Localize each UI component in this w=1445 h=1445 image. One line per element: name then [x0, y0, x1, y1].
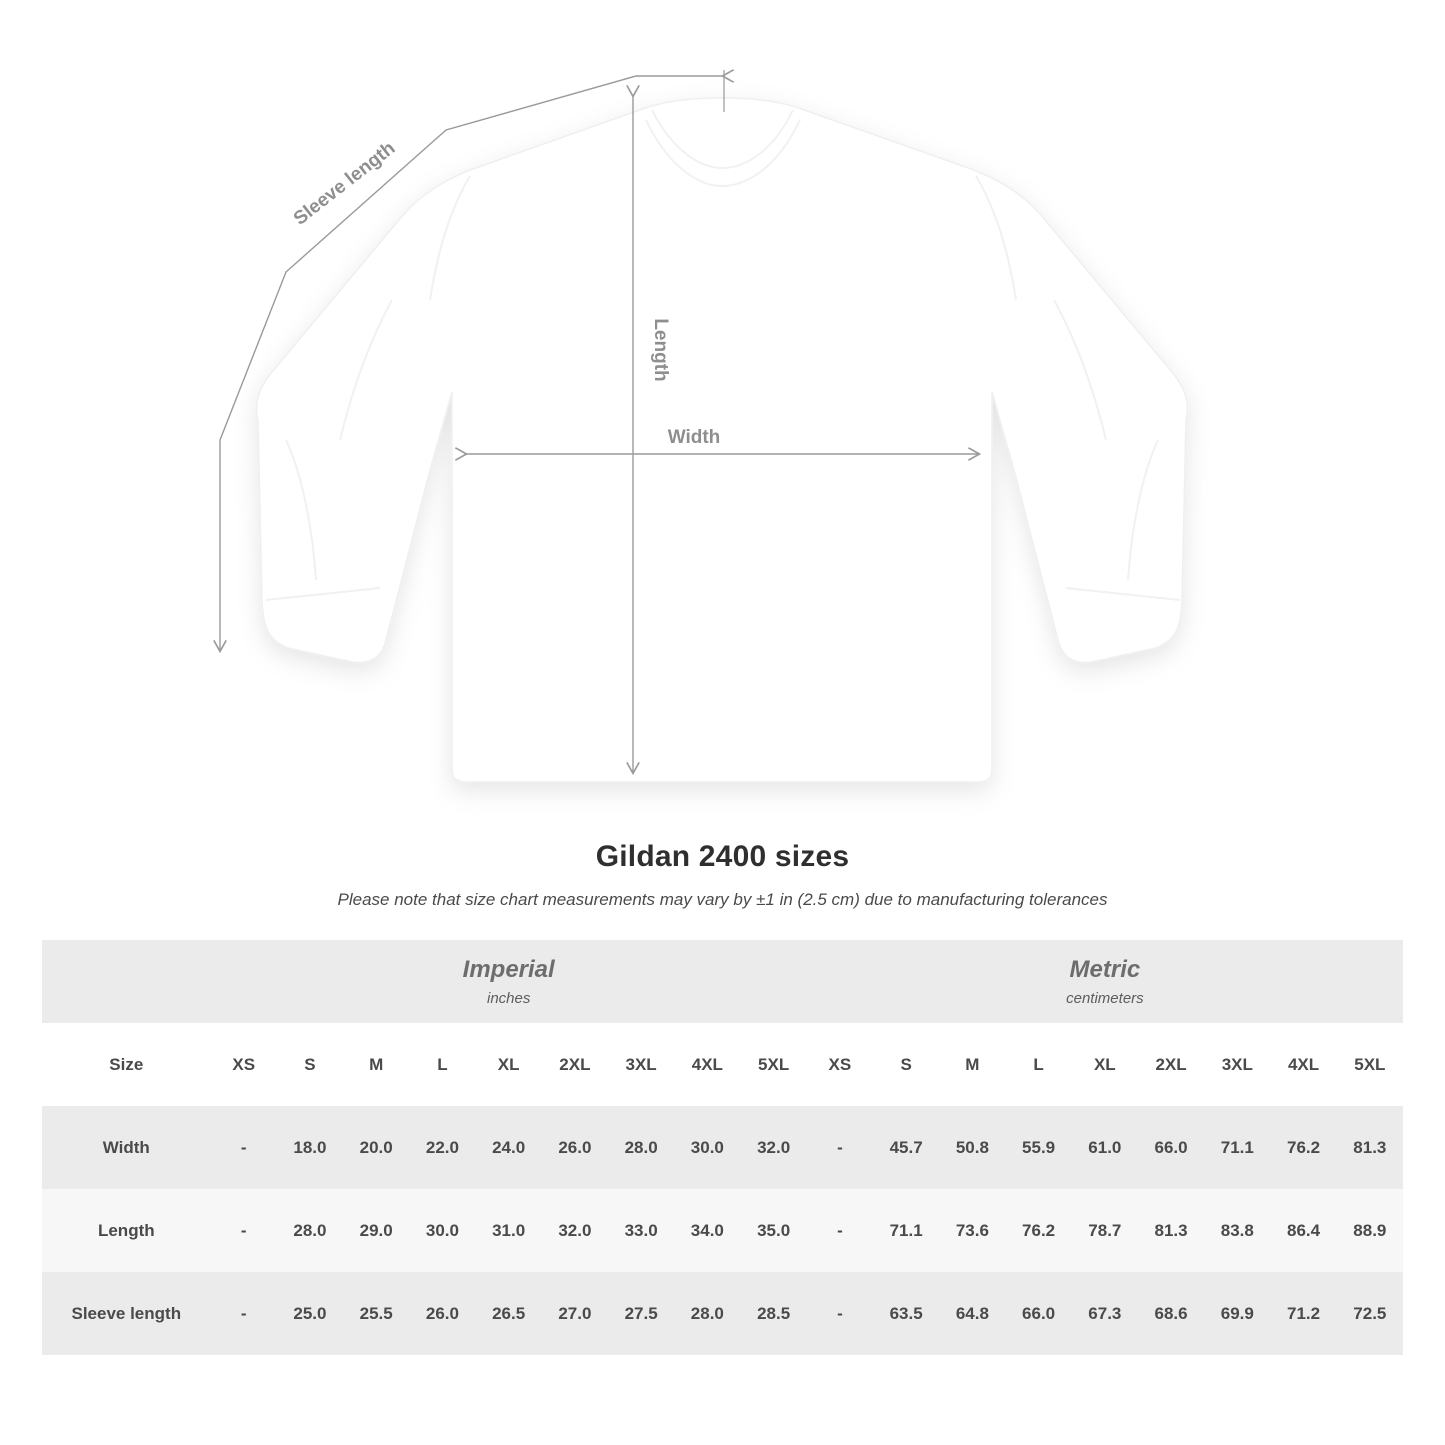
cell-width-imperial-l: 22.0 [409, 1106, 475, 1189]
size-table [42, 940, 1403, 1355]
tolerance-note: Please note that size chart measurements may vary by ±1 in (2.5 cm) due to manufacturing tolerances [337, 890, 1108, 909]
cell-length-metric-4xl: 86.4 [1270, 1189, 1336, 1272]
cell-length-imperial-l: 30.0 [409, 1189, 475, 1272]
cell-sleeve-imperial-4xl: 28.0 [674, 1272, 740, 1355]
cell-width-imperial-5xl: 32.0 [740, 1106, 806, 1189]
unit-group-imperial-name: Imperial [462, 955, 555, 983]
cell-sleeve-metric-xl: 67.3 [1072, 1272, 1138, 1355]
cell-sleeve-metric-xs: - [807, 1272, 873, 1355]
row-label-width: Width [42, 1106, 211, 1189]
cell-sleeve-imperial-xl: 26.5 [476, 1272, 542, 1355]
cell-length-imperial-m: 29.0 [343, 1189, 409, 1272]
table-row [42, 1106, 1403, 1189]
cell-width-imperial-xl: 24.0 [476, 1106, 542, 1189]
cell-length-imperial-2xl: 32.0 [542, 1189, 608, 1272]
cell-width-imperial-2xl: 26.0 [542, 1106, 608, 1189]
unit-header-spacer [42, 940, 211, 1023]
cell-width-imperial-3xl: 28.0 [608, 1106, 674, 1189]
cell-length-imperial-s: 28.0 [277, 1189, 343, 1272]
size-header-metric-5xl: 5XL [1337, 1023, 1403, 1106]
cell-sleeve-metric-m: 64.8 [939, 1272, 1005, 1355]
cell-length-metric-2xl: 81.3 [1138, 1189, 1204, 1272]
page-title: Gildan 2400 sizes [595, 840, 850, 873]
cell-width-imperial-4xl: 30.0 [674, 1106, 740, 1189]
cell-width-metric-4xl: 76.2 [1270, 1106, 1336, 1189]
cell-width-metric-5xl: 81.3 [1337, 1106, 1403, 1189]
cell-length-metric-xs: - [807, 1189, 873, 1272]
cell-sleeve-imperial-5xl: 28.5 [740, 1272, 806, 1355]
unit-group-metric-sub: centimeters [1066, 990, 1144, 1008]
size-header-metric-l: L [1005, 1023, 1071, 1106]
size-header-metric-2xl: 2XL [1138, 1023, 1204, 1106]
cell-width-metric-2xl: 66.0 [1138, 1106, 1204, 1189]
cell-sleeve-imperial-m: 25.5 [343, 1272, 409, 1355]
sleeve-length-label: Sleeve length [289, 137, 400, 230]
cell-length-metric-m: 73.6 [939, 1189, 1005, 1272]
cell-sleeve-metric-4xl: 71.2 [1270, 1272, 1336, 1355]
cell-sleeve-metric-l: 66.0 [1005, 1272, 1071, 1355]
table-row [42, 1272, 1403, 1355]
cell-length-imperial-xs: - [211, 1189, 277, 1272]
size-header-imperial-l: L [409, 1023, 475, 1106]
size-header-metric-xs: XS [807, 1023, 873, 1106]
unit-group-imperial [211, 940, 807, 1023]
cell-sleeve-imperial-xs: - [211, 1272, 277, 1355]
title-block [0, 840, 1445, 910]
cell-length-metric-xl: 78.7 [1072, 1189, 1138, 1272]
cell-width-metric-xs: - [807, 1106, 873, 1189]
cell-width-imperial-m: 20.0 [343, 1106, 409, 1189]
cell-sleeve-imperial-3xl: 27.5 [608, 1272, 674, 1355]
unit-header-row [42, 940, 1403, 1023]
size-table-wrapper [42, 940, 1403, 1355]
cell-length-metric-s: 71.1 [873, 1189, 939, 1272]
size-header-metric-s: S [873, 1023, 939, 1106]
cell-sleeve-metric-3xl: 69.9 [1204, 1272, 1270, 1355]
shirt-shape [257, 98, 1188, 782]
cell-length-metric-l: 76.2 [1005, 1189, 1071, 1272]
size-header-imperial-xs: XS [211, 1023, 277, 1106]
cell-width-metric-s: 45.7 [873, 1106, 939, 1189]
cell-width-metric-l: 55.9 [1005, 1106, 1071, 1189]
cell-sleeve-metric-5xl: 72.5 [1337, 1272, 1403, 1355]
size-header-imperial-5xl: 5XL [740, 1023, 806, 1106]
size-header-metric-m: M [939, 1023, 1005, 1106]
size-header-row [42, 1023, 1403, 1106]
row-label-length: Length [42, 1189, 211, 1272]
size-header-imperial-m: M [343, 1023, 409, 1106]
cell-length-imperial-4xl: 34.0 [674, 1189, 740, 1272]
unit-group-metric-name: Metric [1069, 955, 1141, 983]
cell-width-imperial-xs: - [211, 1106, 277, 1189]
cell-length-imperial-3xl: 33.0 [608, 1189, 674, 1272]
cell-length-imperial-xl: 31.0 [476, 1189, 542, 1272]
cell-length-metric-5xl: 88.9 [1337, 1189, 1403, 1272]
cell-width-metric-xl: 61.0 [1072, 1106, 1138, 1189]
size-header-imperial-xl: XL [476, 1023, 542, 1106]
table-row [42, 1189, 1403, 1272]
length-label: Length [650, 318, 671, 382]
size-header-metric-xl: XL [1072, 1023, 1138, 1106]
size-header-imperial-2xl: 2XL [542, 1023, 608, 1106]
size-header-metric-3xl: 3XL [1204, 1023, 1270, 1106]
width-label: Width [667, 427, 721, 448]
cell-width-metric-3xl: 71.1 [1204, 1106, 1270, 1189]
size-header-label: Size [42, 1023, 211, 1106]
size-header-imperial-s: S [277, 1023, 343, 1106]
cell-width-metric-m: 50.8 [939, 1106, 1005, 1189]
cell-length-metric-3xl: 83.8 [1204, 1189, 1270, 1272]
cell-sleeve-imperial-l: 26.0 [409, 1272, 475, 1355]
cell-sleeve-imperial-2xl: 27.0 [542, 1272, 608, 1355]
unit-group-metric [807, 940, 1403, 1023]
cell-sleeve-imperial-s: 25.0 [277, 1272, 343, 1355]
cell-width-imperial-s: 18.0 [277, 1106, 343, 1189]
row-label-sleeve-length: Sleeve length [42, 1272, 211, 1355]
size-header-metric-4xl: 4XL [1270, 1023, 1336, 1106]
unit-group-imperial-sub: inches [487, 990, 531, 1008]
cell-sleeve-metric-s: 63.5 [873, 1272, 939, 1355]
size-header-imperial-4xl: 4XL [674, 1023, 740, 1106]
cell-length-imperial-5xl: 35.0 [740, 1189, 806, 1272]
cell-sleeve-metric-2xl: 68.6 [1138, 1272, 1204, 1355]
size-header-imperial-3xl: 3XL [608, 1023, 674, 1106]
